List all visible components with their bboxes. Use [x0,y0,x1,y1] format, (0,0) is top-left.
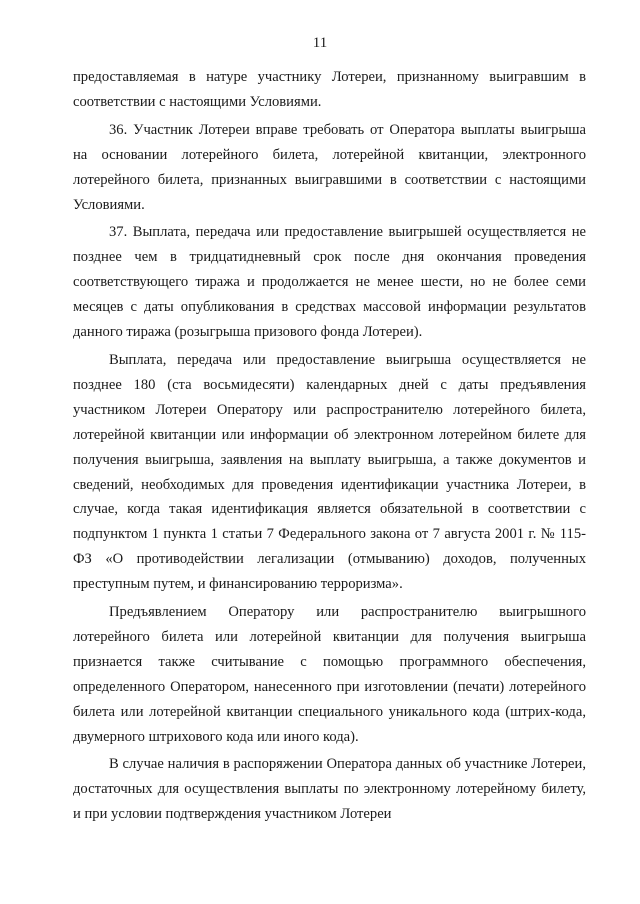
paragraph-electronic-ticket: В случае наличия в распоряжении Оператора данных об участнике Лотереи, достаточных для осуществления выплаты по электронному лотерейному билету, и при условии подтверждения участником Лотереи [73,756,586,823]
paragraph-item-36: 36. Участник Лотереи вправе требовать от Оператора выплаты выигрыша на основании лотерейного билета, лотерейной квитанции, электронного лотерейного билета, признанных выигравшими в соответствии с настоящими Условиями. [73,121,586,213]
page-number: 11 [312,35,328,51]
paragraph-continuation: предоставляемая в натуре участнику Лотереи, признанному выигравшим в соответствии с настоящими Условиями. [73,69,586,110]
document-body [73,65,586,830]
paragraph-presentation: Предъявлением Оператору или распространителю выигрышного лотерейного билета или лотерейной квитанции для получения выигрыша признается также считывание с помощью программного обеспечения, определенного Оператором, нанесенного при изготовлении (печати) лотерейного билета или лотерейной квитанции специального уникального кода (штрих-кода, двумерного штрихового кода или иного кода). [73,604,586,745]
paragraph-payment-deadline: Выплата, передача или предоставление выигрыша осуществляется не позднее 180 (ста восьмидесяти) календарных дней с даты предъявления участником Лотереи Оператору или распространителю лотерейного билета, лотерейной квитанции или информации об электронном лотерейном билете для получения выигрыша, заявления на выплату выигрыша, а также документов и сведений, необходимых для проведения идентификации участника Лотереи, в случае, когда такая идентификация является обязательной в соответствии с подпунктом 1 пункта 1 статьи 7 Федерального закона от 7 августа 2001 г. № 115-ФЗ «О противодействии легализации (отмыванию) доходов, полученных преступным путем, и финансированию терроризма». [73,351,586,593]
paragraph-item-37: 37. Выплата, передача или предоставление выигрышей осуществляется не позднее чем в тридцатидневный срок после дня окончания проведения соответствующего тиража и продолжается не менее шести, но не более семи месяцев с даты опубликования в средствах массовой информации результатов данного тиража (розыгрыша призового фонда Лотереи). [73,224,586,341]
